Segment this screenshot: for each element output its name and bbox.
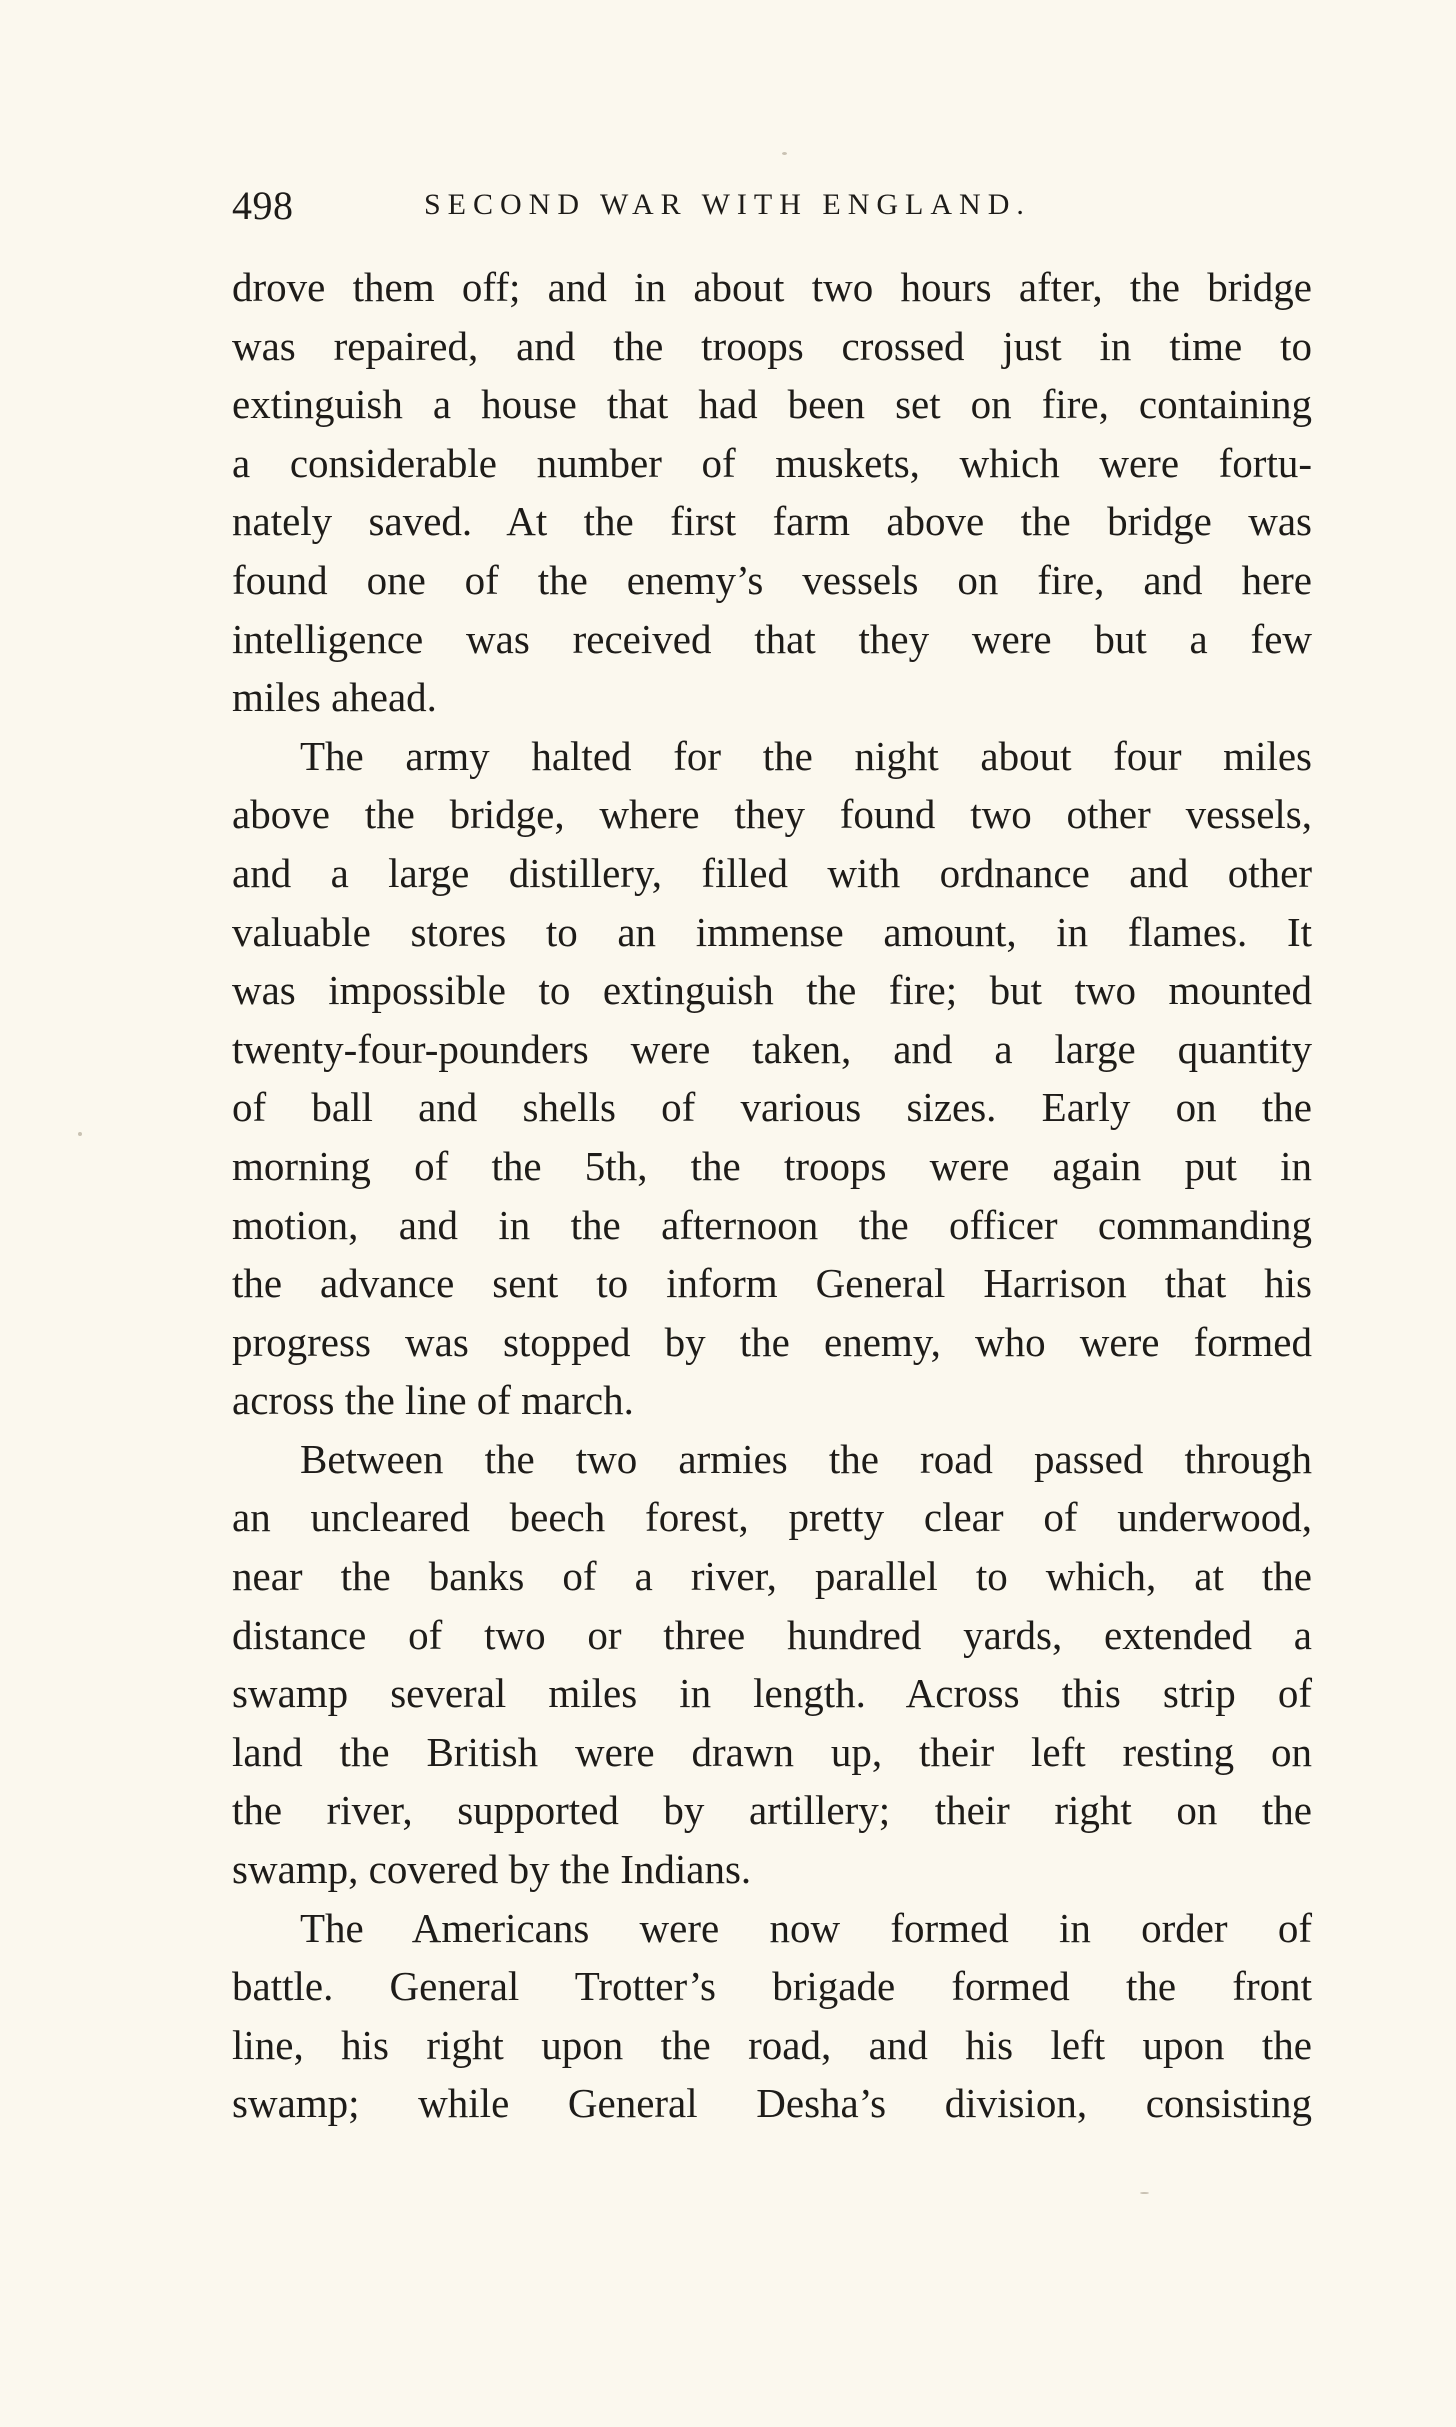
text-line: a considerable number of muskets, which were fortu- [232,439,1312,486]
paragraph-end-line: miles ahead. [232,674,437,721]
text-line: motion, and in the afternoon the officer commanding [232,1201,1312,1248]
text-line: above the bridge, where they found two other vessels, [232,791,1312,838]
paragraph-start-line: The army halted for the night about four miles [300,732,1312,779]
text-line: swamp several miles in length. Across this strip of [232,1670,1312,1717]
paragraph-start-line: The Americans were now formed in order of [300,1904,1312,1951]
paper-speck [78,1132,82,1136]
text-line: twenty-four-pounders were taken, and a large quantity [232,1025,1312,1072]
text-line: line, his right upon the road, and his left upon the [232,2021,1312,2068]
text-line: was impossible to extinguish the fire; but two mounted [232,967,1312,1014]
text-line: progress was stopped by the enemy, who were formed [232,1318,1312,1365]
text-line: swamp; while General Desha’s division, consisting [232,2080,1312,2127]
text-line: extinguish a house that had been set on fire, containing [232,381,1312,428]
text-line: morning of the 5th, the troops were again put in [232,1142,1312,1189]
body-text [232,258,1312,2133]
running-title: SECOND WAR WITH ENGLAND. [424,188,1031,221]
text-line: was repaired, and the troops crossed just in time to [232,322,1312,369]
text-line: intelligence was received that they were but a few [232,615,1312,662]
paragraph-start-line: Between the two armies the road passed through [300,1435,1312,1482]
text-line: the river, supported by artillery; their right on the [232,1787,1312,1834]
text-line: land the British were drawn up, their left resting on [232,1728,1312,1775]
text-line: of ball and shells of various sizes. Early on the [232,1084,1312,1131]
paper-speck [1140,2192,1149,2194]
page-number: 498 [232,183,294,228]
text-line: and a large distillery, filled with ordnance and other [232,849,1312,896]
paragraph-end-line: swamp, covered by the Indians. [232,1846,752,1893]
text-line: near the banks of a river, parallel to which, at the [232,1553,1312,1600]
text-line: drove them off; and in about two hours after, the bridge [232,264,1312,310]
text-line: an uncleared beech forest, pretty clear of underwood, [232,1494,1312,1541]
text-line: battle. General Trotter’s brigade formed the front [232,1963,1312,2010]
text-line: valuable stores to an immense amount, in flames. It [232,908,1312,955]
text-line: the advance sent to inform General Harrison that his [232,1260,1312,1307]
text-line: found one of the enemy’s vessels on fire, and here [232,556,1312,603]
running-head [232,182,1312,242]
paragraph-end-line: across the line of march. [232,1377,634,1424]
text-line: distance of two or three hundred yards, extended a [232,1611,1312,1658]
text-line: nately saved. At the first farm above the bridge was [232,498,1312,545]
paper-speck [782,152,787,155]
